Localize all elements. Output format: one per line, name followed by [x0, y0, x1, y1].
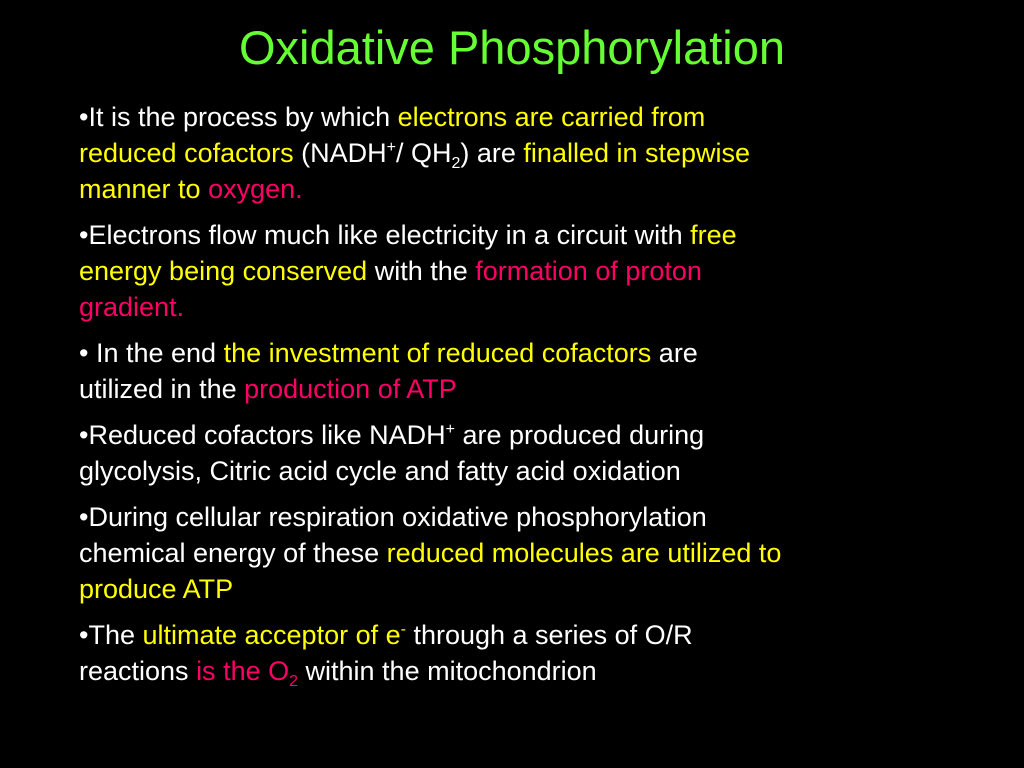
highlight-text: manner to — [79, 174, 209, 204]
bullet-5 — [79, 499, 991, 607]
bullet-6-line-2 — [79, 653, 991, 689]
emphasis-text: oxygen. — [208, 174, 303, 204]
slide-body — [79, 99, 991, 699]
bullet-3-line-2 — [79, 371, 991, 407]
emphasis-text: is the O — [196, 656, 290, 686]
bullet-3 — [79, 335, 991, 407]
subscript: 2 — [451, 155, 461, 172]
superscript: - — [400, 621, 406, 638]
bullet-2-line-1 — [79, 217, 991, 253]
text: / QH — [395, 138, 452, 168]
highlight-text: reduced cofactors — [79, 138, 294, 168]
bullet-5-line-1 — [79, 499, 991, 535]
highlight-text: produce ATP — [79, 574, 234, 604]
highlight-text: finalled in stepwise — [523, 138, 751, 168]
text: are — [651, 338, 698, 368]
text: •It is the process by which — [79, 102, 398, 132]
text: are produced during — [454, 420, 705, 450]
text: with the — [367, 256, 476, 286]
text: reactions — [79, 656, 197, 686]
bullet-2-line-2 — [79, 253, 991, 289]
text: •The — [79, 620, 143, 650]
text: (NADH — [293, 138, 387, 168]
text: •Electrons flow much like electricity in a circuit with — [79, 220, 691, 250]
bullet-2-line-3 — [79, 289, 991, 325]
subscript: 2 — [289, 673, 299, 690]
bullet-2 — [79, 217, 991, 325]
emphasis-text: production of ATP — [244, 374, 457, 404]
highlight-text: energy being conserved — [79, 256, 368, 286]
bullet-1-line-1 — [79, 99, 991, 135]
slide-title: Oxidative Phosphorylation — [238, 21, 786, 74]
bullet-1-line-2 — [79, 135, 991, 171]
text: • In the end — [79, 338, 224, 368]
superscript: + — [386, 139, 396, 156]
bullet-4-line-1 — [79, 417, 991, 453]
bullet-1 — [79, 99, 991, 207]
text: through a series of O/R — [405, 620, 693, 650]
bullet-6-line-1 — [79, 617, 991, 653]
bullet-4-line-2 — [79, 453, 991, 489]
bullet-1-line-3 — [79, 171, 991, 207]
bullet-5-line-3 — [79, 571, 991, 607]
highlight-text: the investment of reduced cofactors — [223, 338, 652, 368]
text: •During cellular respiration oxidative phosphorylation — [79, 502, 707, 532]
bullet-3-line-1 — [79, 335, 991, 371]
highlight-text: free — [690, 220, 737, 250]
bullet-4 — [79, 417, 991, 489]
text: within the mitochondrion — [298, 656, 597, 686]
text: utilized in the — [79, 374, 245, 404]
emphasis-text: formation of proton — [475, 256, 702, 286]
emphasis-text: gradient. — [79, 292, 185, 322]
highlight-text: electrons are carried from — [397, 102, 706, 132]
text: •Reduced cofactors like NADH — [79, 420, 446, 450]
text: ) are — [460, 138, 524, 168]
highlight-text: reduced molecules are utilized to — [386, 538, 782, 568]
highlight-text: ultimate acceptor of e — [142, 620, 401, 650]
superscript: + — [445, 421, 455, 438]
text: glycolysis, Citric acid cycle and fatty acid oxidation — [79, 456, 681, 486]
bullet-6 — [79, 617, 991, 689]
bullet-5-line-2 — [79, 535, 991, 571]
text: chemical energy of these — [79, 538, 387, 568]
